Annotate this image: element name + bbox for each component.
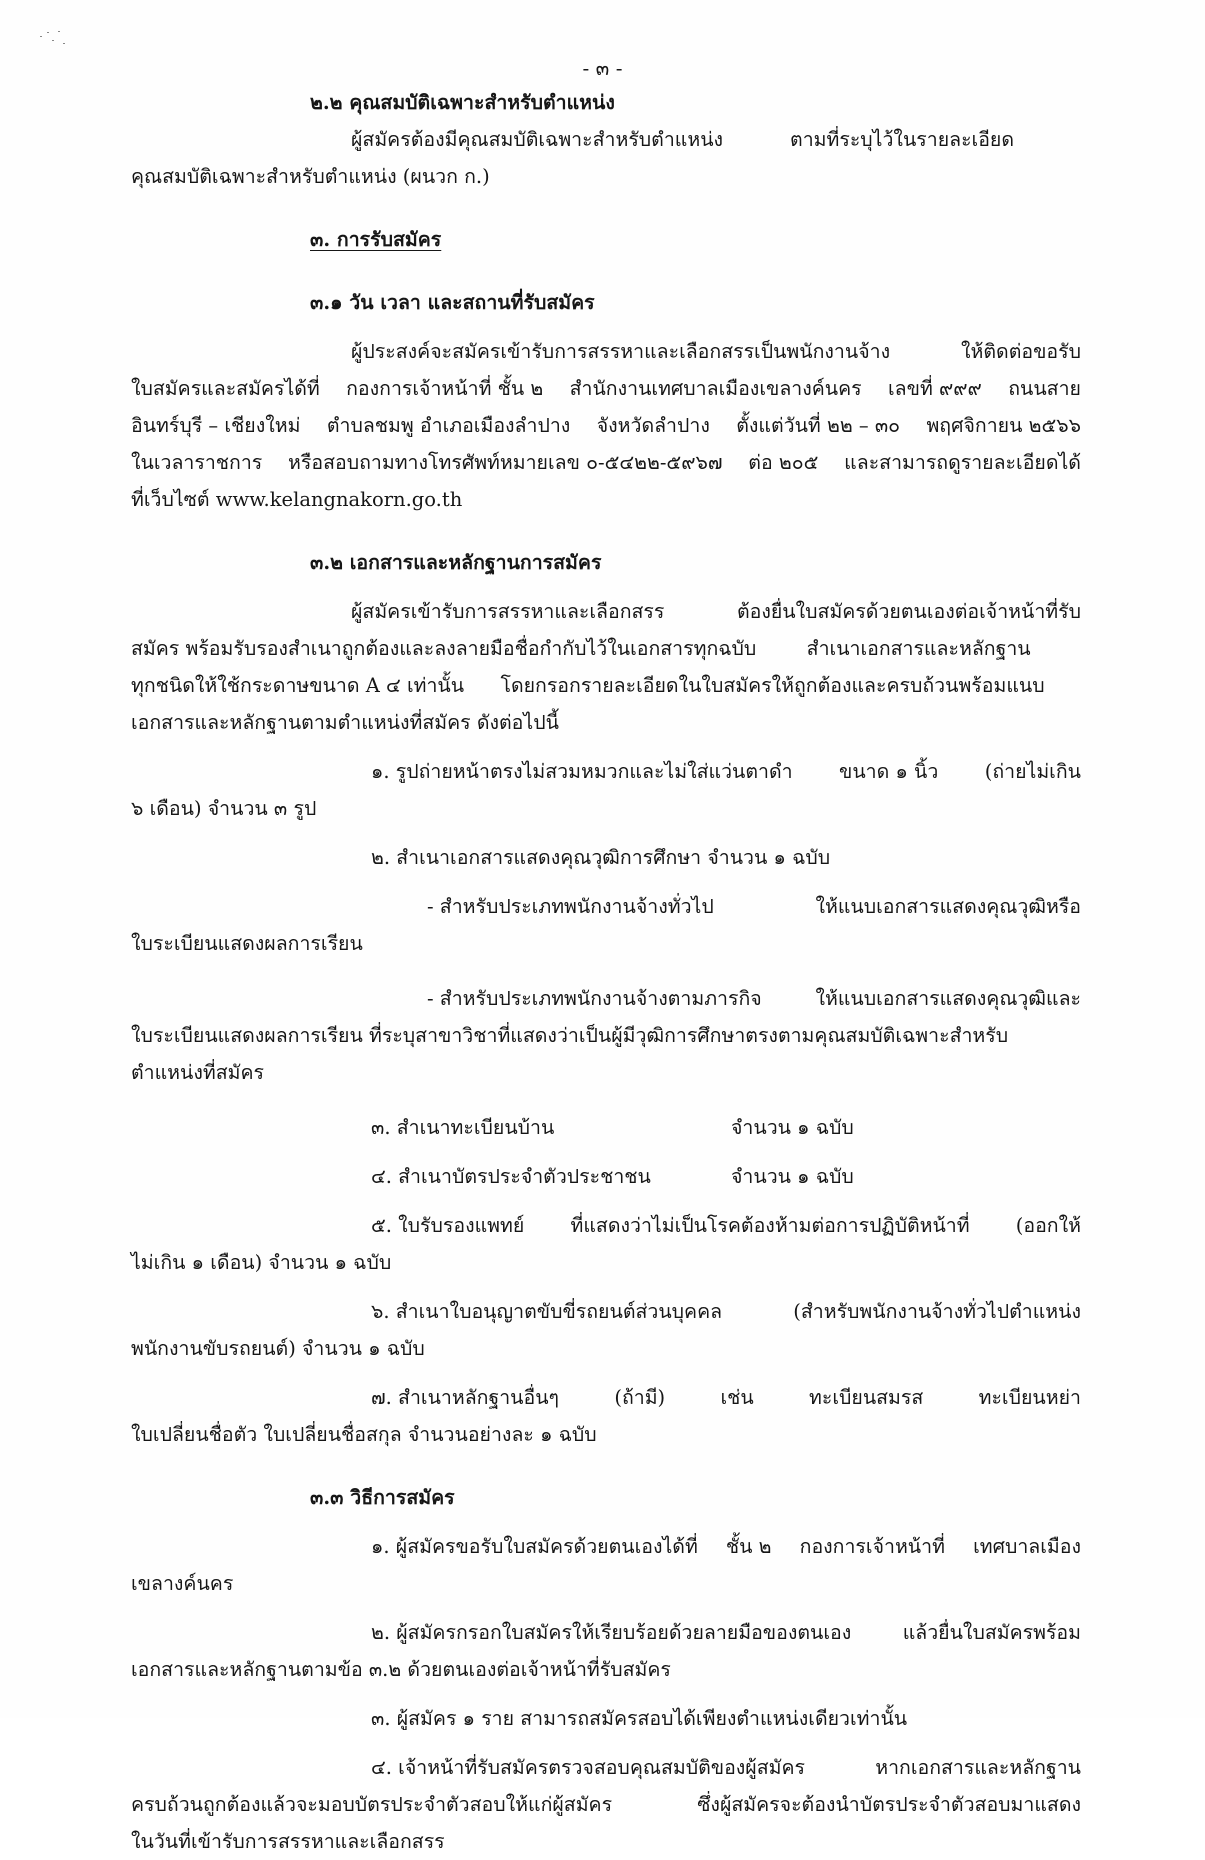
- list-item-6-cont: พนักงานขับรถยนต์) จำนวน ๑ ฉบับ: [131, 1337, 425, 1360]
- list-item-2: ๒. สำเนาเอกสารแสดงคุณวุฒิการศึกษา จำนวน ๑ ฉบับ: [371, 846, 831, 869]
- page-number: - ๓ -: [582, 56, 623, 80]
- paragraph-line: ในเวลาราชการ หรือสอบถามทางโทรศัพท์หมายเลข ๐-๕๔๒๒-๕๙๖๗ ต่อ ๒๐๕ และสามารถดูรายละเอียดได้: [131, 451, 1081, 474]
- list-item-7: ๗. สำเนาหลักฐานอื่นๆ (ถ้ามี) เช่น ทะเบียนสมรส ทะเบียนหย่า: [371, 1386, 1081, 1409]
- list-item-1: ๑. รูปถ่ายหน้าตรงไม่สวมหมวกและไม่ใส่แว่นตาดำ ขนาด ๑ นิ้ว (ถ่ายไม่เกิน: [371, 760, 1081, 783]
- website-link[interactable]: www.kelangnakorn.go.th: [215, 488, 463, 511]
- method-item-4: ๔. เจ้าหน้าที่รับสมัครตรวจสอบคุณสมบัติของผู้สมัคร หากเอกสารและหลักฐาน: [371, 1756, 1081, 1779]
- heading-3-1: ๓.๑ วัน เวลา และสถานที่รับสมัคร: [310, 291, 595, 314]
- heading-3-3: ๓.๓ วิธีการสมัคร: [310, 1486, 455, 1509]
- method-item-3: ๓. ผู้สมัคร ๑ ราย สามารถสมัครสอบได้เพียงตำแหน่งเดียวเท่านั้น: [371, 1707, 908, 1730]
- paragraph-line: สมัคร พร้อมรับรองสำเนาถูกต้องและลงลายมือชื่อกำกับไว้ในเอกสารทุกฉบับ สำเนาเอกสารและหลักฐาน: [131, 637, 1031, 660]
- method-item-1: ๑. ผู้สมัครขอรับใบสมัครด้วยตนเองได้ที่ ชั้น ๒ กองการเจ้าหน้าที่ เทศบาลเมือง: [371, 1535, 1081, 1558]
- paragraph-line: อินทร์บุรี – เชียงใหม่ ตำบลชมพู อำเภอเมืองลำปาง จังหวัดลำปาง ตั้งแต่วันที่ ๒๒ – ๓๐ พฤศจิกายน ๒๕๖๖: [131, 414, 1081, 437]
- heading-2-2: ๒.๒ คุณสมบัติเฉพาะสำหรับตำแหน่ง: [310, 91, 615, 114]
- list-item-7-cont: ใบเปลี่ยนชื่อตัว ใบเปลี่ยนชื่อสกุล จำนวนอย่างละ ๑ ฉบับ: [131, 1423, 597, 1446]
- paragraph-line: ผู้สมัครเข้ารับการสรรหาและเลือกสรร ต้องยื่นใบสมัครด้วยตนเองต่อเจ้าหน้าที่รับ: [351, 600, 1081, 623]
- document-body: [131, 84, 1081, 1860]
- paragraph-line: ทุกชนิดให้ใช้กระดาษขนาด A ๔ เท่านั้น โดยกรอกรายละเอียดในใบสมัครให้ถูกต้องและครบถ้วนพร้อมแนบ: [131, 674, 1045, 697]
- list-item-5-cont: ไม่เกิน ๑ เดือน) จำนวน ๑ ฉบับ: [131, 1251, 392, 1274]
- paragraph-line: คุณสมบัติเฉพาะสำหรับตำแหน่ง (ผนวก ก.): [131, 165, 490, 188]
- sub-item-general-cont: ใบระเบียนแสดงผลการเรียน: [131, 932, 363, 955]
- sub-item-general: - สำหรับประเภทพนักงานจ้างทั่วไป ให้แนบเอกสารแสดงคุณวุฒิหรือ: [427, 895, 1081, 918]
- method-item-2: ๒. ผู้สมัครกรอกใบสมัครให้เรียบร้อยด้วยลายมือของตนเอง แล้วยื่นใบสมัครพร้อม: [371, 1621, 1081, 1644]
- method-item-1-cont: เขลางค์นคร: [131, 1572, 234, 1595]
- list-item-5: ๕. ใบรับรองแพทย์ ที่แสดงว่าไม่เป็นโรคต้องห้ามต่อการปฏิบัติหน้าที่ (ออกให้: [371, 1214, 1081, 1237]
- method-item-2-cont: เอกสารและหลักฐานตามข้อ ๓.๒ ด้วยตนเองต่อเจ้าหน้าที่รับสมัคร: [131, 1658, 671, 1681]
- sub-item-mission: - สำหรับประเภทพนักงานจ้างตามภารกิจ ให้แนบเอกสารแสดงคุณวุฒิและ: [427, 987, 1081, 1010]
- list-item-4: ๔. สำเนาบัตรประจำตัวประชาชน จำนวน ๑ ฉบับ: [371, 1165, 854, 1188]
- heading-3-2: ๓.๒ เอกสารและหลักฐานการสมัคร: [310, 551, 602, 574]
- list-item-6: ๖. สำเนาใบอนุญาตขับขี่รถยนต์ส่วนบุคคล (สำหรับพนักงานจ้างทั่วไปตำแหน่ง: [371, 1300, 1081, 1323]
- method-item-4-cont: ครบถ้วนถูกต้องแล้วจะมอบบัตรประจำตัวสอบให้แก่ผู้สมัคร ซึ่งผู้สมัครจะต้องนำบัตรประจำตัวสอบมาแสดง: [131, 1793, 1081, 1816]
- paragraph-line: ผู้สมัครต้องมีคุณสมบัติเฉพาะสำหรับตำแหน่ง ตามที่ระบุไว้ในรายละเอียด: [351, 128, 1015, 151]
- list-item-3: ๓. สำเนาทะเบียนบ้าน จำนวน ๑ ฉบับ: [371, 1116, 854, 1139]
- paragraph-line: เอกสารและหลักฐานตามตำแหน่งที่สมัคร ดังต่อไปนี้: [131, 711, 559, 734]
- paragraph-line: ใบสมัครและสมัครได้ที่ กองการเจ้าหน้าที่ ชั้น ๒ สำนักงานเทศบาลเมืองเขลางค์นคร เลขที่ ๙๙๙ ถนนสาย: [131, 377, 1081, 400]
- sub-item-mission-cont: ใบระเบียนแสดงผลการเรียน ที่ระบุสาขาวิชาที่แสดงว่าเป็นผู้มีวุฒิการศึกษาตรงตามคุณสมบัติเฉพาะสำหรับ: [131, 1024, 1009, 1047]
- method-item-4-cont: ในวันที่เข้ารับการสรรหาและเลือกสรร: [131, 1830, 445, 1853]
- heading-3: ๓. การรับสมัคร: [310, 228, 442, 251]
- paragraph-line: ที่เว็บไซต์ www.kelangnakorn.go.th: [131, 488, 463, 511]
- list-item-1-cont: ๖ เดือน) จำนวน ๓ รูป: [131, 797, 317, 820]
- sub-item-mission-cont: ตำแหน่งที่สมัคร: [131, 1061, 265, 1084]
- paragraph-line: ผู้ประสงค์จะสมัครเข้ารับการสรรหาและเลือกสรรเป็นพนักงานจ้าง ให้ติดต่อขอรับ: [351, 340, 1081, 363]
